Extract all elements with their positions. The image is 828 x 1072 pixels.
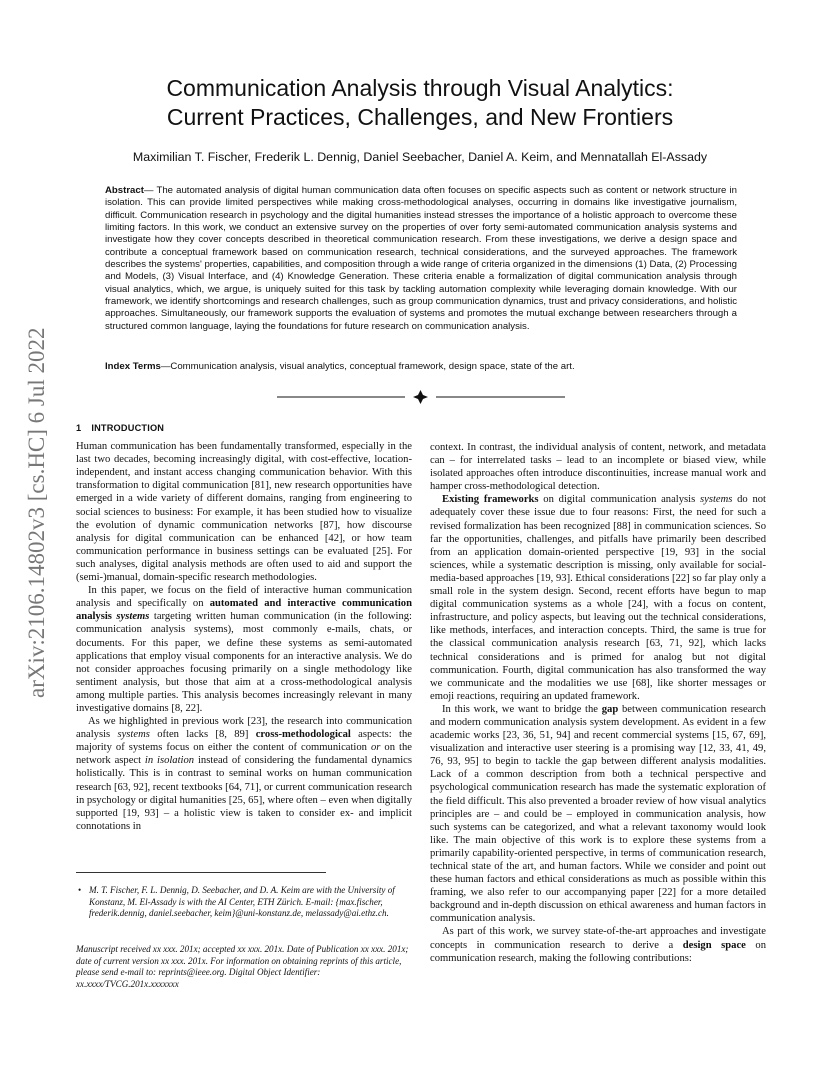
index-terms-label: Index Terms (105, 361, 161, 372)
intro-paragraph-1: Human communication has been fundamentally transformed, especially in the last two decades, becoming increasingly digital, with cost-effective, location-independent, and instant access changing communication behavior. With this transformation to digital communication [81], new research opportunities have emerged in a wide variety of different domains, ranging from engineering to social sciences to business: For example, it has been studied how to visualize the evolution of dynamic communication networks [87], how discourse analysis for digital communication can be enhanced [42], or how team communication performance in business settings can be evaluated [25]. For such analyses, digital analysis methods are often used to aid and support the (semi-)manual, domain-specific research methodologies. (76, 441, 412, 584)
abstract-label: Abstract (105, 185, 144, 196)
right-p4-bold: design space (682, 939, 746, 951)
section-heading-introduction (76, 422, 412, 435)
divider-diamond-icon (413, 390, 428, 404)
intro-p2-text-a: In this paper, we focus on the field of interactive human communication analysis and specifically on (76, 585, 412, 610)
intro-p3-text-d: on the network aspect (76, 742, 412, 767)
intro-p2-bold-italic: systems (111, 611, 150, 623)
right-p2-bold: Existing frameworks (442, 494, 539, 506)
arxiv-identifier-stamp (14, 262, 54, 702)
intro-p3-italic-2: or (370, 742, 381, 754)
right-p4-text-a: As part of this work, we survey state-of-the-art approaches and investigate concepts in communication research to derive a (430, 926, 766, 951)
section-title: INTRODUCTION (91, 423, 165, 433)
intro-p3-italic-3: in isolation (144, 755, 195, 767)
intro-p3-text-e: instead of considering the fundamental dynamics holistically. This is in contrast to seminal works on human communication research [63, 92], recent textbooks [64, 71], or current communication research in psychology or digital humanities [25, 65], where often – even when digitally supported [19, 93] – a holistic view is taken to consider ex- and implicit connotations in (76, 755, 412, 832)
footnote-affiliation (76, 885, 416, 920)
index-terms (105, 361, 737, 373)
intro-p2-text-b: targeting written human communication (in the following: communication analysis systems), most commonly e-mails, chats, or documents. For this paper, we define these systems as semi-automated applications that employ visual components for an interactive analysis. We do not consider approaches focusing primarily on a single methodology like sentiment analysis, but those that aim at a cross-methodological analysis among multiple parties. This analysis becomes increasingly relevant in many investigative domains [8, 22]. (76, 611, 412, 714)
right-p3-text-b: between communication research and modern communication analysis system development. As evident in a few academic works [23, 36, 51, 94] and recent commercial systems [15, 67, 69], visualization and interactive user steering is a promising way [12, 33, 41, 49, 76, 93, 95] to begin to tackle the gap between different analysis modalities. Lack of a common description from both a technical perspective and psychological communication research has made the systematic exploration of the field difficult. This also prevented a broader review of how visual analytics principles are – and could be – employed in communication analysis, how such systems can be categorized, and what a relevant taxonomy would look like. The main objective of this work is to explore these systems from a primarily capability-oriented perspective, in terms of communication research, technical state of the art, and human factors. While we consider and point out these human factors and ethical considerations as much as possible within this framing, we also refer to our accompanying paper [22] for a more detailed background and in-depth discussion on ethical awareness and human factors in communication analysis. (430, 703, 766, 925)
intro-p3-text-c: aspects: the majority of systems focus on either the content of communication (76, 729, 413, 754)
abstract-block (105, 185, 737, 333)
index-terms-text: —Communication analysis, visual analytics, conceptual framework, design space, state of the art. (160, 361, 575, 372)
abstract-text: — The automated analysis of digital human communication data often focuses on specific aspects such as content or network structure in isolation. This can provide limited perspectives while making cross-methodological analyses, occurring in domains like investigative journalism, difficult. Communication research in psychology and the digital humanities instead stresses the importance of a holistic approach to overcome these limiting factors. In this work, we conduct an extensive survey on the properties of over forty semi-automated communication analysis systems and investigate how they cover concepts described in theoretical communication research. From these investigations, we derive a design space and contribute a conceptual framework based on communication research, technical considerations, and the surveyed approaches. The framework describes the systems' properties, capabilities, and composition through a wide range of criteria organized in the dimensions (1) Data, (2) Processing and Models, (3) Visual Interface, and (4) Knowledge Generation. These criteria enable a formalization of digital communication analysis through visual analytics, which, we argue, is uniquely suited for this task by tackling automation complexity while leveraging domain knowledge. With our framework, we identify shortcomings and research challenges, such as group communication dynamics, trust and privacy considerations, and holistic approaches. Simultaneously, our framework supports the evaluation of systems and promotes the mutual exchange between researchers through a structured common language, laying the foundations for future research on communication analysis. (105, 185, 737, 332)
footnote-manuscript-info: Manuscript received xx xxx. 201x; accepted xx xxx. 201x. Date of Publication xx xxx. 201x; date of current version xx xxx. 201x. For information on obtaining reprints of this article, please send e-mail to: reprints@ieee.org. Digital Object Identifier: xx.xxxx/TVCG.201x.xxxxxxx (76, 944, 409, 989)
paper-title (100, 74, 740, 132)
author-list: Maximilian T. Fischer, Frederik L. Dennig, Daniel Seebacher, Daniel A. Keim, and Mennatallah El-Assady (132, 150, 708, 164)
footnote-affiliation-text: M. T. Fischer, F. L. Dennig, D. Seebacher, and D. A. Keim are with the University of Konstanz, M. El-Assady is with the AI Center, ETH Zürich. E-mail: {max.fischer, frederik.dennig, daniel.seebacher, keim}@uni-konstanz.de, melassady@ai.ethz.ch. (89, 885, 395, 919)
intro-p3-text-a: As we highlighted in previous work [23], the research into communication analysis (76, 716, 412, 741)
right-paragraph-1: context. In contrast, the individual analysis of content, network, and metadata can – for interrelated tasks – lead to an incomplete or biased view, while isolated approaches often introduce discontinuities, increase manual work and hamper cross-methodological detection. (430, 442, 766, 493)
right-p3-text-a: In this work, we want to bridge the (442, 703, 602, 715)
right-p2-text-a: on digital communication analysis (538, 494, 700, 506)
intro-paragraph-2 (76, 584, 412, 715)
right-paragraph-2 (430, 493, 766, 703)
right-p2-italic: systems (700, 494, 733, 506)
intro-p3-italic-1: systems (117, 729, 150, 741)
right-p2-text-b: do not adequately cover these issue due to four reasons: First, the need for such a revised formalization has been recognized [88] in communication sciences. So far the opportunities, challenges, and pitfalls have primarily been described from an application domain-oriented perspective [19, 93] in the social sciences, while a systematic description is missing, only available for social-media-based approaches [19, 93]. Ethical considerations [22] so far play only a small role in the system design. Second, recent efforts have begun to map digital communication systems as a whole [24], with a focus on content, infrastructure, and policy aspects, but leaving out the technical considerations, like methods, interfaces, and interaction concepts. Third, the same is true for the classical communication analysis research [63, 71, 92], which lacks technical considerations and is primed for analog but not digital communication. Fourth, digital communication has also transformed the way we communicate and the modalities we use [68], like shorter messages or emoji reactions, requiring an updated framework. (430, 494, 766, 702)
left-column (76, 422, 412, 833)
right-p4-text-b: on communication research, making the following contributions: (430, 939, 767, 964)
intro-p3-text-b: often lacks [8, 89] (149, 729, 256, 741)
intro-paragraph-3 (76, 715, 412, 833)
intro-p2-bold: automated and interactive communication analysis (76, 598, 412, 623)
right-p3-bold: gap (601, 703, 619, 715)
intro-p3-bold: cross-methodological (255, 729, 351, 741)
footnote-bullet: • (78, 885, 82, 895)
right-paragraph-4 (430, 925, 766, 964)
arxiv-identifier-text: arXiv:2106.14802v3 [cs.HC] 6 Jul 2022 (24, 327, 49, 698)
section-divider (277, 389, 565, 405)
title-line-2: Current Practices, Challenges, and New Frontiers (166, 104, 674, 130)
right-paragraph-3 (430, 703, 766, 926)
section-number: 1 (76, 423, 82, 433)
right-column (430, 441, 766, 965)
title-line-1: Communication Analysis through Visual Analytics: (166, 75, 674, 101)
footnote-rule (76, 872, 326, 873)
